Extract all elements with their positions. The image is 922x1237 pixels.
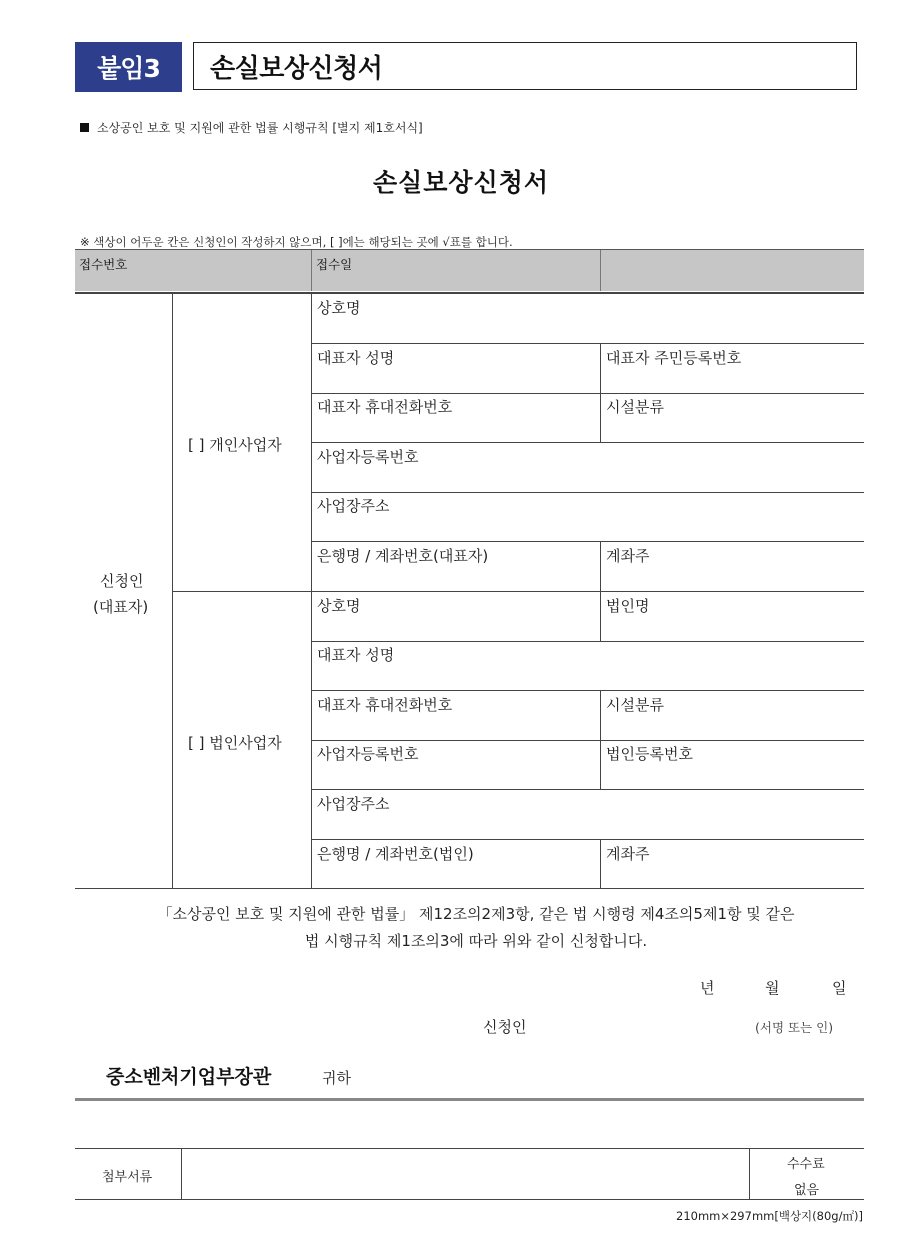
paper-spec: 210mm×297mm[백상지(80g/㎡)] [676, 1209, 863, 1223]
individual-facility-field[interactable]: 시설분류 [606, 398, 664, 416]
individual-rep-phone-field[interactable]: 대표자 휴대전화번호 [317, 398, 453, 416]
square-bullet-icon [80, 123, 89, 132]
corporate-name-field[interactable]: 법인명 [606, 597, 650, 615]
signer-label: 신청인 [483, 1018, 527, 1036]
individual-biz-reg-no-field[interactable]: 사업자등록번호 [317, 448, 419, 466]
individual-business-checkbox[interactable]: [ ] 개인사업자 [188, 436, 282, 454]
legal-reference-text: 소상공인 보호 및 지원에 관한 법률 시행규칙 [별지 제1호서식] [97, 121, 423, 135]
corporate-business-checkbox[interactable]: [ ] 법인사업자 [188, 734, 282, 752]
individual-bank-account-field[interactable]: 은행명 / 계좌번호(대표자) [317, 547, 489, 565]
receipt-number-label: 접수번호 [79, 257, 128, 272]
legal-reference [80, 119, 423, 136]
date-day-label: 일 [832, 979, 847, 997]
individual-rep-name-field[interactable]: 대표자 성명 [317, 349, 395, 367]
corporate-biz-reg-no-field[interactable]: 사업자등록번호 [317, 745, 419, 763]
page-title: 손실보상신청서 [193, 42, 857, 90]
fee-value: 없음 [794, 1183, 820, 1198]
individual-business-name-field[interactable]: 상호명 [317, 299, 361, 317]
date-month-label: 월 [765, 979, 780, 997]
receipt-date-label: 접수일 [316, 257, 353, 272]
date-year-label: 년 [700, 979, 715, 997]
corporate-rep-name-field[interactable]: 대표자 성명 [317, 646, 395, 664]
corporate-address-field[interactable]: 사업장주소 [317, 795, 390, 813]
individual-rep-resident-no-field[interactable]: 대표자 주민등록번호 [606, 349, 742, 367]
receipt-row [75, 249, 864, 291]
statement-line-2: 법 시행규칙 제1조의3에 따라 위와 같이 신청합니다. [304, 932, 648, 950]
individual-account-holder-field[interactable]: 계좌주 [606, 547, 650, 565]
attachments-field[interactable] [182, 1149, 749, 1199]
attachment-tag: 붙임3 [75, 42, 182, 92]
form-title: 손실보상신청서 [372, 168, 550, 197]
corporate-account-holder-field[interactable]: 계좌주 [606, 845, 650, 863]
applicant-label: 신청인 [100, 572, 144, 590]
corporate-reg-no-field[interactable]: 법인등록번호 [606, 745, 693, 763]
attachments-label: 첨부서류 [102, 1170, 153, 1185]
instruction-note: ※ 색상이 어두운 칸은 신청인이 작성하지 않으며, [ ]에는 해당되는 곳에 √표를 합니다. [80, 235, 513, 249]
corporate-bank-account-field[interactable]: 은행명 / 계좌번호(법인) [317, 845, 474, 863]
recipient: 중소벤처기업부장관 [106, 1066, 272, 1088]
corporate-business-name-field[interactable]: 상호명 [317, 597, 361, 615]
recipient-suffix: 귀하 [322, 1069, 351, 1087]
applicant-rep-label: (대표자) [93, 598, 149, 616]
fee-label: 수수료 [787, 1157, 825, 1172]
statement-line-1: 「소상공인 보호 및 지원에 관한 법률」 제12조의2제3항, 같은 법 시행령 제4조의5제1항 및 같은 [157, 905, 795, 923]
signature-field[interactable]: (서명 또는 인) [755, 1020, 834, 1035]
corporate-facility-field[interactable]: 시설분류 [606, 696, 664, 714]
corporate-rep-phone-field[interactable]: 대표자 휴대전화번호 [317, 696, 453, 714]
individual-address-field[interactable]: 사업장주소 [317, 497, 390, 515]
